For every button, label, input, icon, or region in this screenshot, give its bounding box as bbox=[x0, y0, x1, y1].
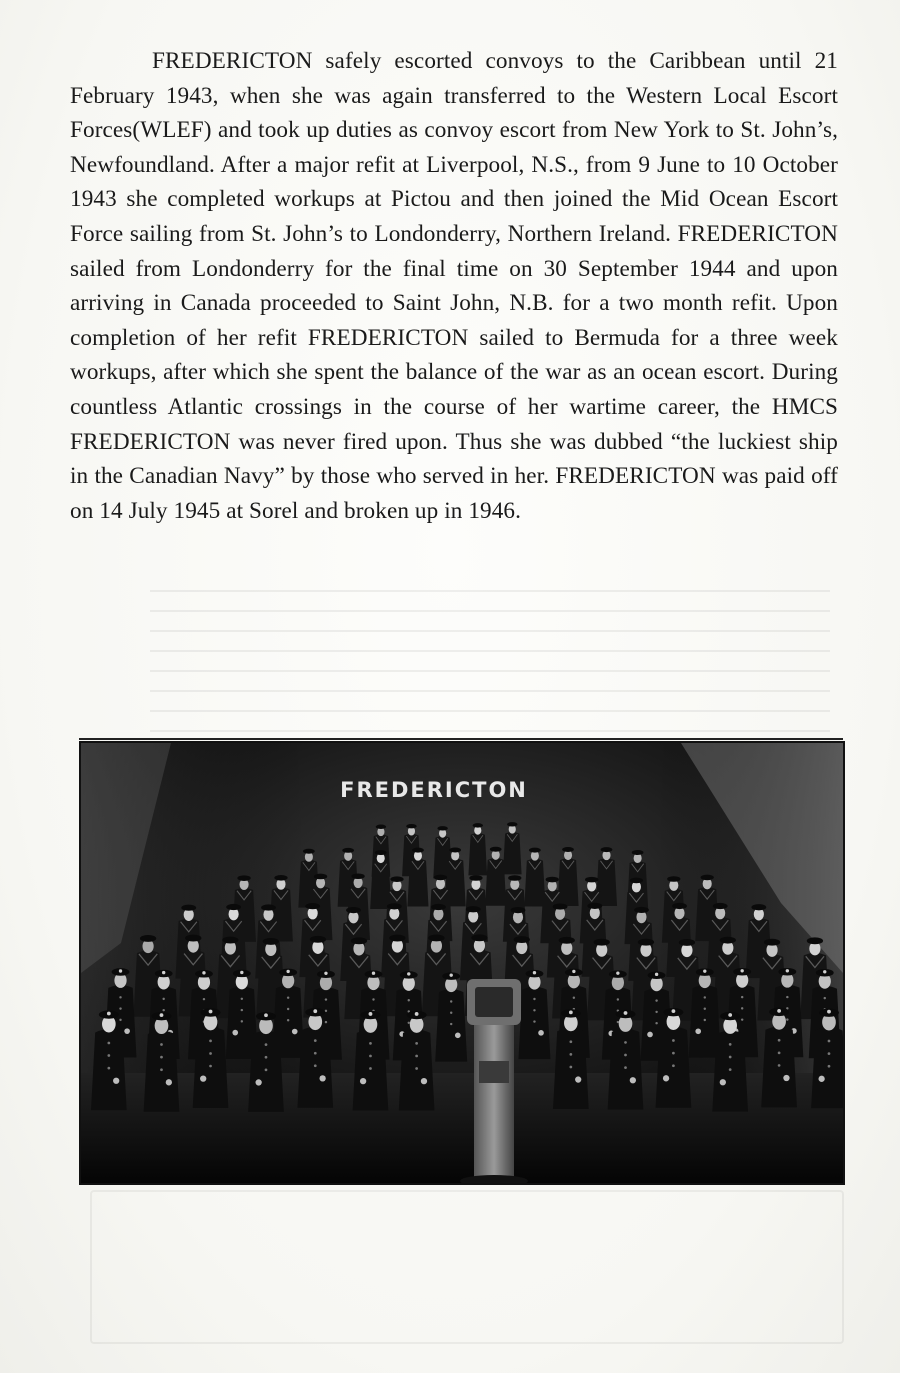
crew-photograph bbox=[79, 741, 845, 1185]
body-paragraph: FREDERICTON safely escorted convoys to the Caribbean until 21 February 1943, when she was again transferred to the Western Local Escort Forces(WLEF) and took up duties as convoy escort from New York to St. John’s, Newfoundland. After a major refit at Liverpool, N.S., from 9 June to 10 October 1943 she completed workups at Pictou and then joined the Mid Ocean Escort Force sailing from St. John’s to Londonderry, Northern Ireland. FREDERICTON sailed from Londonderry for the final time on 30 September 1944 and upon arriving in Canada proceeded to Saint John, N.B. for a two month refit. Upon completion of her refit FREDERICTON sailed to Bermuda for a three week workups, after which she spent the balance of the war as an ocean escort. During countless Atlantic crossings in the course of her wartime career, the HMCS FREDERICTON was never fired upon. Thus she was dubbed “the luckiest ship in the Canadian Navy” by those who served in her. FREDERICTON was paid off on 14 July 1945 at Sorel and broken up in 1946. bbox=[70, 48, 838, 524]
crew-photo-image bbox=[81, 743, 843, 1183]
bleed-through-texture bbox=[150, 590, 830, 740]
bleed-through-frame bbox=[90, 1190, 844, 1344]
photo-sign-text: FREDERICTON bbox=[340, 778, 528, 802]
photo-top-rule bbox=[79, 738, 843, 740]
